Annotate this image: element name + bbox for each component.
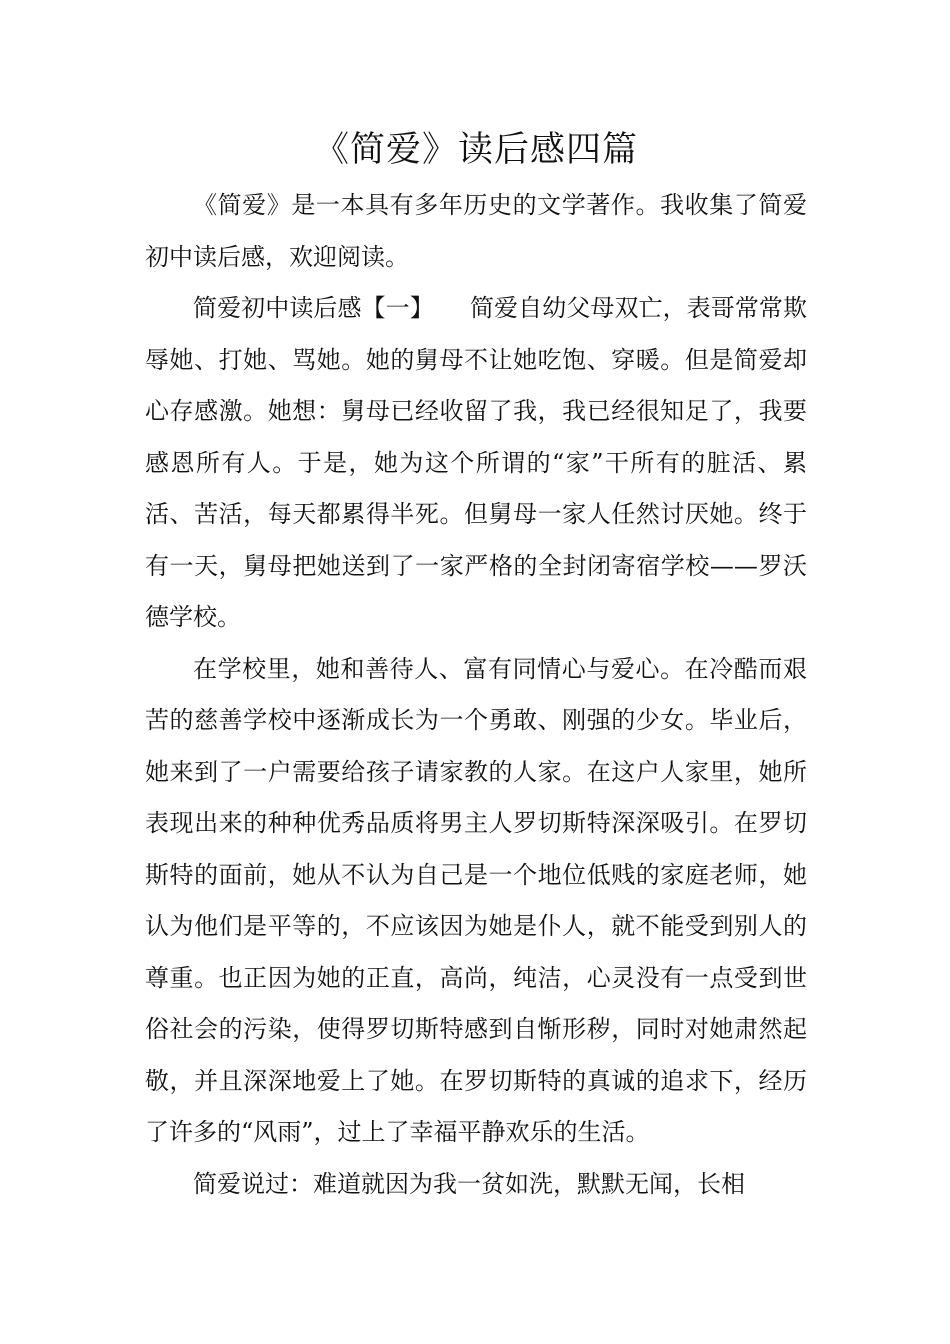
paragraph-quote: 简爱说过：难道就因为我一贫如洗，默默无闻，长相 [193,1169,745,1198]
document-page [145,122,807,1210]
paragraph-section-one: 简爱初中读后感【一】 简爱自幼父母双亡，表哥常常欺辱她、打她、骂她。她的舅母不让她吃饱、穿暖。但是简爱却心存感激。她想：舅母已经收留了我，我已经很知足了，我要感恩所有人。于是，她为这个所谓的“家”干所有的脏活、累活、苦活，每天都累得半死。但舅母一家人任然讨厌她。终于有一天，舅母把她送到了一家严格的全封闭寄宿学校——罗沃德学校。 [145,294,807,631]
paragraph-intro: 《简爱》是一本具有多年历史的文学著作。我收集了简爱初中读后感，欢迎阅读。 [145,191,807,271]
document-title: 《简爱》读后感四篇 [313,130,638,170]
paragraph-school: 在学校里，她和善待人、富有同情心与爱心。在冷酷而艰苦的慈善学校中逐渐成长为一个勇敢、刚强的少女。毕业后，她来到了一户需要给孩子请家教的人家。在这户人家里，她所表现出来的种种优秀品质将男主人罗切斯特深深吸引。在罗切斯特的面前，她从不认为自己是一个地位低贱的家庭老师，她认为他们是平等的，不应该因为她是仆人，就不能受到别人的尊重。也正因为她的正直，高尚，纯洁，心灵没有一点受到世俗社会的污染，使得罗切斯特感到自惭形秽，同时对她肃然起敬，并且深深地爱上了她。在罗切斯特的真诚的追求下，经历了许多的“风雨”，过上了幸福平静欢乐的生活。 [145,654,807,1146]
